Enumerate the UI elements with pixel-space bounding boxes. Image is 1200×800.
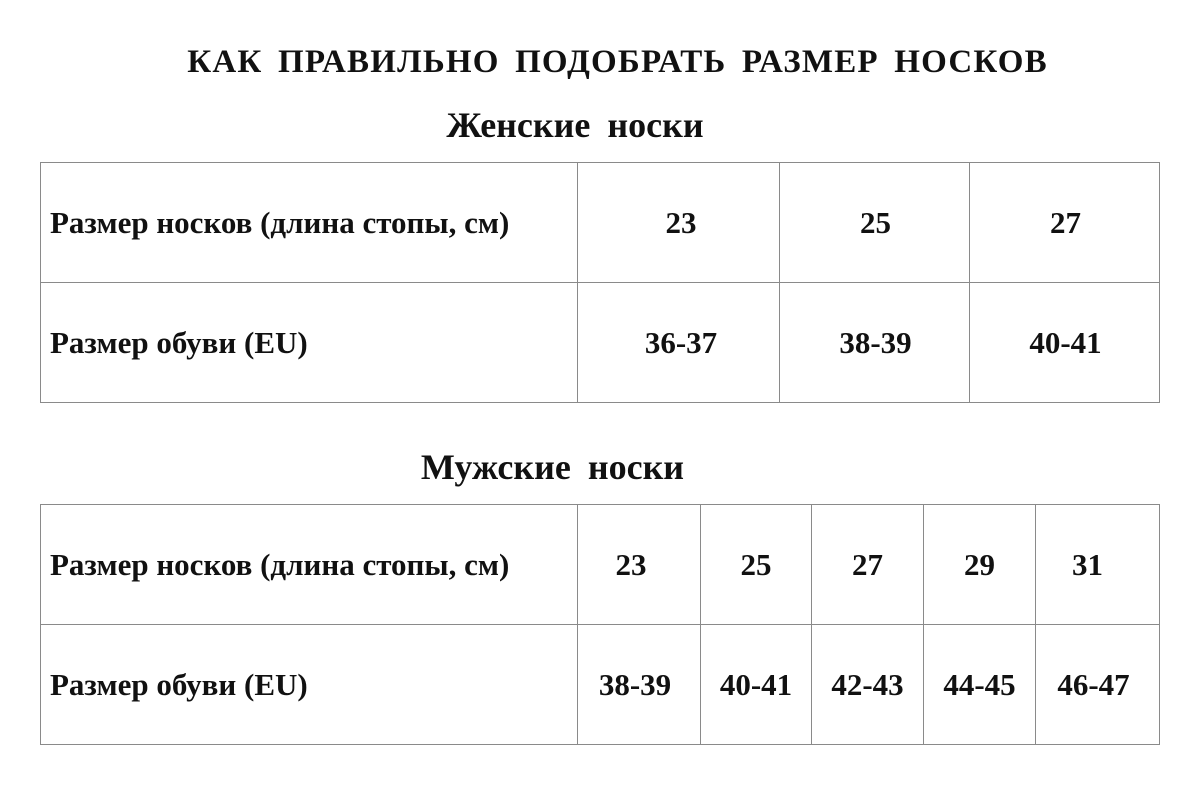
- men-sock-size-row: [41, 505, 1160, 625]
- shoe-size-cell: 40-41: [970, 283, 1160, 403]
- women-section-title: Женские носки: [446, 105, 704, 145]
- sock-size-cell: 23: [578, 163, 780, 283]
- shoe-size-cell: 44-45: [924, 625, 1036, 745]
- men-shoe-size-row: [41, 625, 1160, 745]
- shoe-size-cell: 38-39: [578, 625, 701, 745]
- page-title: КАК ПРАВИЛЬНО ПОДОБРАТЬ РАЗМЕР НОСКОВ: [187, 44, 1048, 80]
- men-section-title: Мужские носки: [420, 447, 685, 487]
- women-sock-size-row: [41, 163, 1160, 283]
- sock-size-cell: 25: [780, 163, 970, 283]
- sock-size-cell: 23: [578, 505, 701, 625]
- sock-size-cell: 27: [812, 505, 924, 625]
- sock-size-label: Размер носков (длина стопы, см): [41, 163, 578, 283]
- sock-size-label: Размер носков (длина стопы, см): [41, 505, 578, 625]
- shoe-size-cell: 46-47: [1036, 625, 1160, 745]
- shoe-size-label: Размер обуви (EU): [41, 625, 578, 745]
- men-size-table: [40, 504, 1160, 745]
- sock-size-cell: 29: [924, 505, 1036, 625]
- women-shoe-size-row: [41, 283, 1160, 403]
- sock-size-cell: 25: [701, 505, 812, 625]
- sock-size-cell: 31: [1036, 505, 1160, 625]
- shoe-size-cell: 42-43: [812, 625, 924, 745]
- sock-size-cell: 27: [970, 163, 1160, 283]
- women-size-table: [40, 162, 1160, 403]
- shoe-size-cell: 40-41: [701, 625, 812, 745]
- shoe-size-cell: 36-37: [578, 283, 780, 403]
- shoe-size-label: Размер обуви (EU): [41, 283, 578, 403]
- shoe-size-cell: 38-39: [780, 283, 970, 403]
